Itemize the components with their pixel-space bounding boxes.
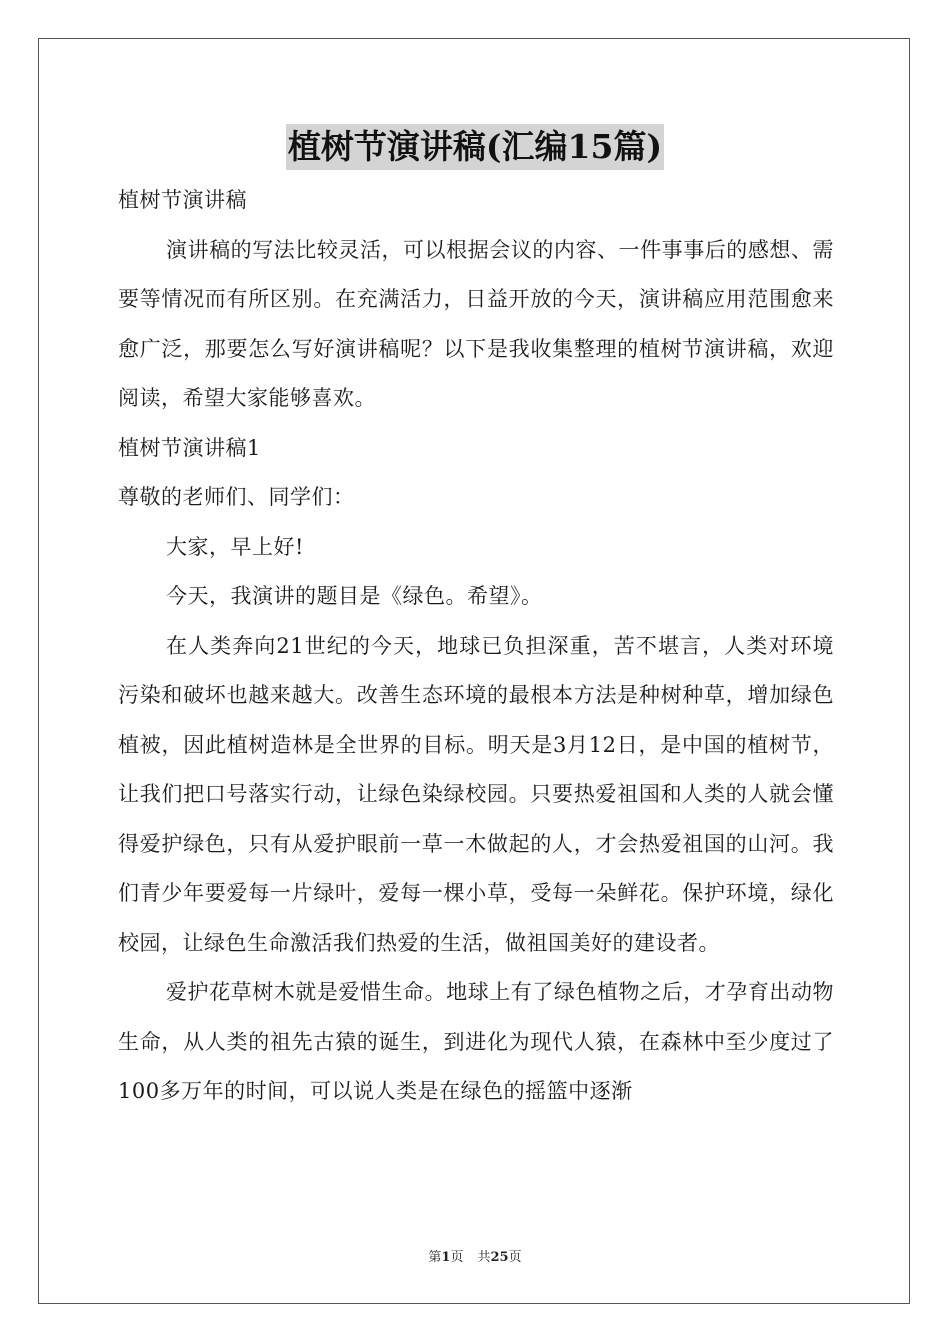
paragraph: 大家，早上好! bbox=[166, 534, 304, 559]
paragraph: 演讲稿的写法比较灵活，可以根据会议的内容、一件事事后的感想、需要等情况而有所区别。在充满活力，日益开放的今天，演讲稿应用范围愈来愈广泛，那要怎么写好演讲稿呢？以下是我收集整理的植树节演讲稿，欢迎阅读，希望大家能够喜欢。 bbox=[118, 237, 834, 410]
paragraph: 植树节演讲稿 bbox=[118, 188, 247, 212]
footer-page-prefix: 第 bbox=[428, 1250, 442, 1265]
footer-page-suffix: 页 bbox=[450, 1250, 464, 1265]
footer-page-number: 1 bbox=[441, 1250, 451, 1265]
paragraph: 尊敬的老师们、同学们： bbox=[118, 485, 355, 509]
paragraph: 今天，我演讲的题目是《绿色。希望》。 bbox=[166, 584, 543, 608]
paragraph: 爱护花草树木就是爱惜生命。地球上有了绿色植物之后，才孕育出动物生命，从人类的祖先古猿的诞生，到进化为现代人猿，在森林中至少度过了100多万年的时间，可以说人类是在绿色的摇篮中逐渐 bbox=[118, 980, 834, 1103]
document-body bbox=[118, 176, 834, 1117]
title-container bbox=[0, 124, 950, 170]
footer-total-suffix: 页 bbox=[508, 1250, 522, 1265]
paragraph: 植树节演讲稿1 bbox=[118, 435, 261, 460]
footer-total-prefix: 共 bbox=[477, 1250, 491, 1265]
document-title: 植树节演讲稿(汇编15篇) bbox=[286, 124, 664, 170]
page-footer bbox=[0, 1246, 950, 1265]
paragraph: 在人类奔向21世纪的今天，地球已负担深重，苦不堪言，人类对环境污染和破坏也越来越大。改善生态环境的最根本方法是种树种草，增加绿色植被，因此植树造林是全世界的目标。明天是3月12日，是中国的植树节，让我们把口号落实行动，让绿色染绿校园。只要热爱祖国和人类的人就会懂得爱护绿色，只有从爱护眼前一草一木做起的人，才会热爱祖国的山河。我们青少年要爱每一片绿叶，爱每一棵小草，受每一朵鲜花。保护环境，绿化校园，让绿色生命激活我们热爱的生活，做祖国美好的建设者。 bbox=[118, 633, 834, 955]
footer-total-pages: 25 bbox=[490, 1250, 509, 1265]
